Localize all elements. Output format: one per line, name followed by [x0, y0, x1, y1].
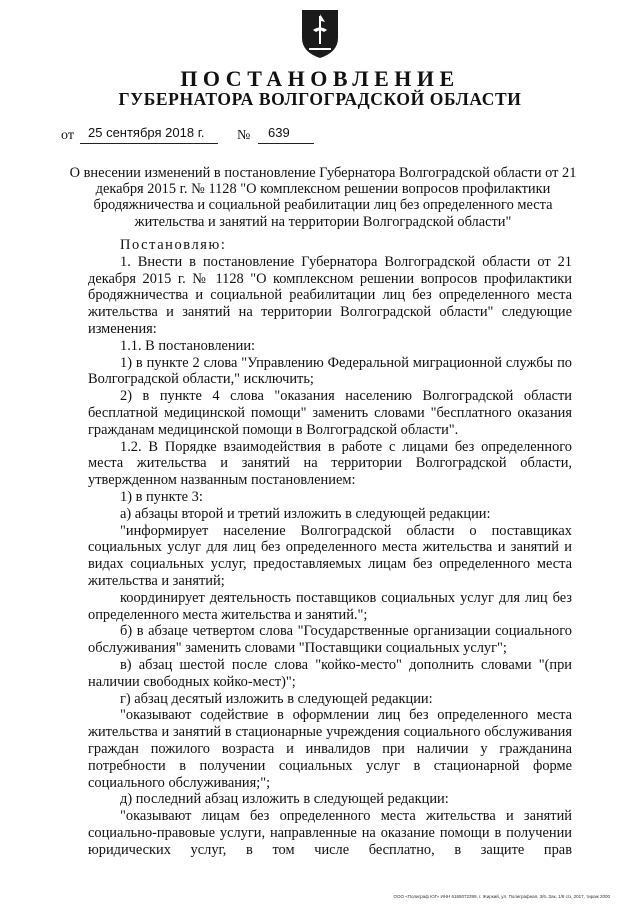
- paragraph: "оказывают содействие в оформлении лиц без определенного места жительства и занятий в стационарные учреждения социального обслуживания граждан пожилого возраста и инвалидов при наличии у гражданина потребности в получении социальных услуг в стационарной форме социального обслуживания;";: [88, 707, 572, 791]
- paragraph: в) абзац шестой после слова "койко-место" дополнить словами "(при наличии свободных койко-мест)";: [88, 656, 572, 690]
- paragraph: 2) в пункте 4 слова "оказания населению Волгоградской области бесплатной медицинской помощи" заменить словами "бесплатного оказания гражданам медицинской помощи в Волгоградской области".: [88, 388, 572, 438]
- date-underline: [80, 143, 218, 144]
- paragraph: координирует деятельность поставщиков социальных услуг для лиц без определенного места жительства и занятий.";: [88, 589, 572, 623]
- print-imprint: ООО «Полиграф ЮГ» ИНН 6165072399, г. Жиркий, ул. Полиграфная, 3/6. Зак. 1/8 с/з, 2017, тираж 2000: [393, 894, 610, 899]
- document-body: [88, 237, 572, 858]
- paragraph: а) абзацы второй и третий изложить в следующей редакции:: [120, 505, 491, 522]
- document-title: ПОСТАНОВЛЕНИЕ: [180, 66, 460, 91]
- paragraph: 1. Внести в постановление Губернатора Волгоградской области от 21 декабря 2015 г. № 1128 "О комплексном решении вопросов профилактики бродяжничества и социальной реабилитации лиц без определенного места жительства и занятий на территории Волгоградской области" следующие изменения:: [88, 253, 572, 337]
- volgograd-coat-of-arms-emblem: [299, 8, 341, 60]
- decree-word: Постановляю:: [120, 237, 227, 253]
- document-issuer: ГУБЕРНАТОРА ВОЛГОГРАДСКОЙ ОБЛАСТИ: [118, 89, 522, 109]
- number-label: №: [237, 128, 251, 143]
- number-underline: [258, 143, 314, 144]
- paragraph: "информирует население Волгоградской области о поставщиках социальных услуг для лиц без определенного места жительства и занятий и видах социальных услуг, предоставляемых лицам без определенного места жительства и занятий;: [88, 522, 572, 589]
- document-number: 639: [268, 125, 290, 140]
- paragraph: 1) в пункте 3:: [120, 488, 203, 505]
- paragraph: 1.2. В Порядке взаимодействия в работе с лицами без определенного места жительства и занятий на территории Волгоградской области, утвержденном названным постановлением:: [88, 438, 572, 489]
- document-date: 25 сентября 2018 г.: [88, 125, 205, 140]
- paragraph: г) абзац десятый изложить в следующей редакции:: [120, 690, 433, 707]
- paragraph: 1) в пункте 2 слова "Управлению Федеральной миграционной службы по Волгоградской области," исключить;: [88, 354, 572, 388]
- paragraph: 1.1. В постановлении:: [120, 337, 256, 354]
- document-date-number-row: [0, 125, 640, 147]
- paragraph: б) в абзаце четвертом слова "Государственные организации социального обслуживания" заменить словами "Поставщики социальных услуг";: [88, 623, 572, 657]
- paragraph: д) последний абзац изложить в следующей редакции:: [120, 791, 449, 808]
- document-subject: О внесении изменений в постановление Губернатора Волгоградской области от 21 декабря 2015 г. № 1128 "О комплексном решении вопросов профилактики бродяжничества и социальной реабилитации лиц без определенного места жительства и занятий на территории Волгоградской области": [69, 165, 577, 230]
- date-label: от: [61, 128, 74, 143]
- paragraph: "оказывают лицам без определенного места жительства и занятий социально-правовые услуги, направленные на оказание помощи в получении юридических услуг, в том числе бесплатно, в защите прав: [88, 808, 572, 858]
